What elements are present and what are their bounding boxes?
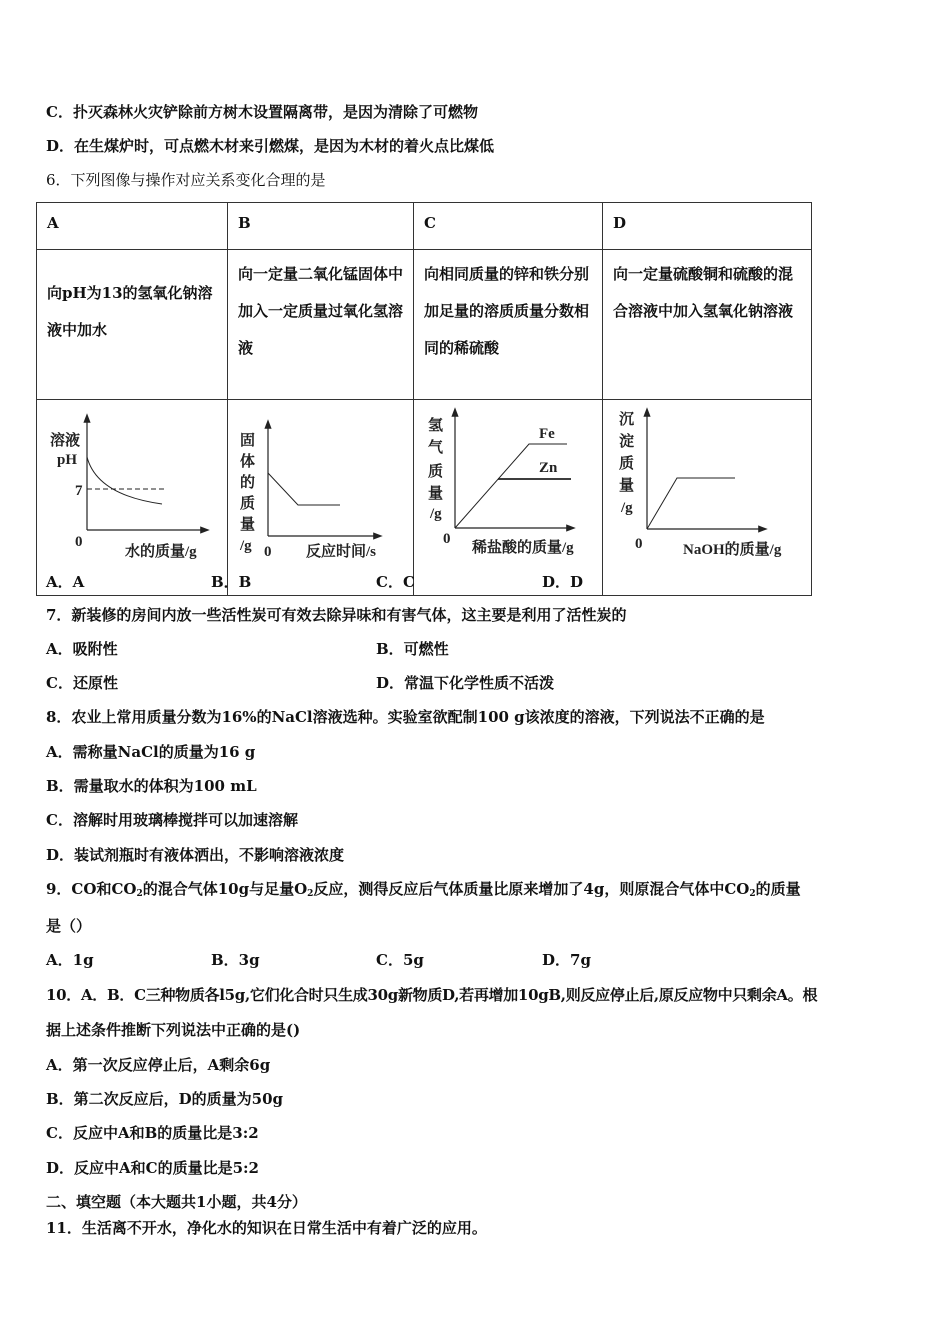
q9-option-d: D．7g xyxy=(542,951,591,969)
q7-option-c: C．还原性 xyxy=(46,674,118,692)
xlabel: 反应时间/s xyxy=(306,544,377,560)
graph-c-svg xyxy=(414,400,602,595)
q6-stem: 6．下列图像与操作对应关系变化合理的是 xyxy=(46,171,326,189)
subscript: 2 xyxy=(749,889,756,899)
ylabel-char: 沉 xyxy=(619,412,635,428)
q10-stem-cont: 据上述条件推断下列说法中正确的是() xyxy=(46,1021,301,1039)
q8-option-d: D．装试剂瓶时有液体洒出，不影响溶液浓度 xyxy=(46,846,345,864)
text: 9．CO和CO xyxy=(46,880,137,898)
ylabel-char: 淀 xyxy=(619,434,635,450)
fe-label: Fe xyxy=(539,426,555,442)
xlabel: 稀盐酸的质量/g xyxy=(472,540,574,556)
q6-option-a: A．A xyxy=(46,573,85,591)
origin: 0 xyxy=(75,534,83,550)
ylabel-char: /g xyxy=(430,506,442,522)
graph-c xyxy=(414,400,603,596)
header-a: A xyxy=(37,203,228,250)
ylabel-char: 量 xyxy=(619,478,635,494)
solid-mass-line xyxy=(268,473,340,505)
subscript: 2 xyxy=(136,889,143,899)
ylabel-char: 量 xyxy=(240,517,256,533)
q10-option-d: D．反应中A和C的质量比是5:2 xyxy=(46,1159,259,1177)
ylabel-char: 体 xyxy=(240,454,256,470)
ylabel-char: 质 xyxy=(428,464,444,480)
ph-curve xyxy=(87,457,162,504)
q5-option-d: D．在生煤炉时，可点燃木材来引燃煤，是因为木材的着火点比煤低 xyxy=(46,137,495,155)
graph-b-svg xyxy=(228,400,413,595)
ylabel-char: 的 xyxy=(240,475,256,491)
ylabel-char: 氢 xyxy=(428,418,444,434)
q9-option-c: C．5g xyxy=(376,951,424,969)
q11-stem: 11．生活离不开水，净化水的知识在日常生活中有着广泛的应用。 xyxy=(46,1219,487,1237)
q9-option-b: B．3g xyxy=(211,951,260,969)
origin: 0 xyxy=(443,531,451,547)
ylabel-char: /g xyxy=(621,500,633,516)
text: 的质量 xyxy=(755,880,801,898)
origin: 0 xyxy=(264,544,272,560)
q6-option-c: C．C xyxy=(376,573,415,591)
graph-a-svg xyxy=(37,400,227,595)
text: 的混合气体10g与足量O xyxy=(142,880,308,898)
q9-option-a: A．1g xyxy=(46,951,94,969)
header-b: B xyxy=(228,203,414,250)
origin: 0 xyxy=(635,536,643,552)
q10-stem: 10．A．B．C三种物质各l5g,它们化合时只生成30g新物质D,若再增加10gB,则反应停止后,原反应物中只剩余A。根 xyxy=(46,986,818,1004)
q8-stem: 8．农业上常用质量分数为16%的NaCl溶液选种。实验室欲配制100 g该浓度的溶液，下列说法不正确的是 xyxy=(46,708,765,726)
q7-option-d: D．常温下化学性质不活泼 xyxy=(376,674,555,692)
header-c: C xyxy=(414,203,603,250)
ylabel-char: 固 xyxy=(240,433,256,449)
q9-stem xyxy=(46,879,801,904)
q6-table xyxy=(36,202,812,596)
q5-option-c: C．扑灭森林火灾铲除前方树木设置隔离带，是因为清除了可燃物 xyxy=(46,103,478,121)
text: 反应，测得反应后气体质量比原来增加了4g，则原混合气体中CO xyxy=(313,880,750,898)
q10-option-a: A．第一次反应停止后，A剩余6g xyxy=(46,1056,271,1074)
q8-option-b: B．需量取水的体积为100 mL xyxy=(46,777,257,795)
q7-option-b: B．可燃性 xyxy=(376,640,449,658)
q8-option-a: A．需称量NaCl的质量为16 g xyxy=(46,743,256,761)
precipitate-line xyxy=(647,478,735,529)
q7-option-a: A．吸附性 xyxy=(46,640,118,658)
ylabel-char: 气 xyxy=(428,440,444,456)
ylabel-char: 量 xyxy=(428,486,444,502)
xlabel: 水的质量/g xyxy=(125,544,197,560)
ylabel-char: 质 xyxy=(240,496,256,512)
xlabel: NaOH的质量/g xyxy=(683,542,782,558)
ylabel-char: /g xyxy=(240,538,252,554)
q7-stem: 7．新装修的房间内放一些活性炭可有效去除异味和有害气体，这主要是利用了活性炭的 xyxy=(46,606,627,624)
q8-option-c: C．溶解时用玻璃棒搅拌可以加速溶解 xyxy=(46,811,298,829)
q9-stem-cont: 是（） xyxy=(46,917,92,935)
fe-line xyxy=(455,444,567,528)
ylabel xyxy=(239,432,255,554)
graph-d-svg xyxy=(603,400,811,595)
zn-label: Zn xyxy=(539,460,558,476)
graph-d xyxy=(603,400,812,596)
mark-7: 7 xyxy=(75,483,83,499)
q10-option-b: B．第二次反应后，D的质量为50g xyxy=(46,1090,284,1108)
section-heading: 二、填空题（本大题共1小题，共4分） xyxy=(46,1193,307,1211)
desc-a: 向pH为13的氢氧化钠溶液中加水 xyxy=(37,250,228,400)
desc-c: 向相同质量的锌和铁分别加足量的溶质质量分数相同的稀硫酸 xyxy=(414,250,603,400)
desc-b: 向一定量二氧化锰固体中加入一定质量过氧化氢溶液 xyxy=(228,250,414,400)
q6-option-b: B．B xyxy=(211,573,252,591)
graph-b xyxy=(228,400,414,596)
graph-a xyxy=(37,400,228,596)
header-d: D xyxy=(603,203,812,250)
q6-option-d: D．D xyxy=(542,573,584,591)
q10-option-c: C．反应中A和B的质量比是3:2 xyxy=(46,1124,259,1142)
desc-d: 向一定量硫酸铜和硫酸的混合溶液中加入氢氧化钠溶液 xyxy=(603,250,812,400)
subscript: 2 xyxy=(307,889,314,899)
ylabel-char: 质 xyxy=(619,456,635,472)
ylabel-ph: pH xyxy=(57,452,78,468)
ylabel: 溶液 xyxy=(50,433,81,449)
